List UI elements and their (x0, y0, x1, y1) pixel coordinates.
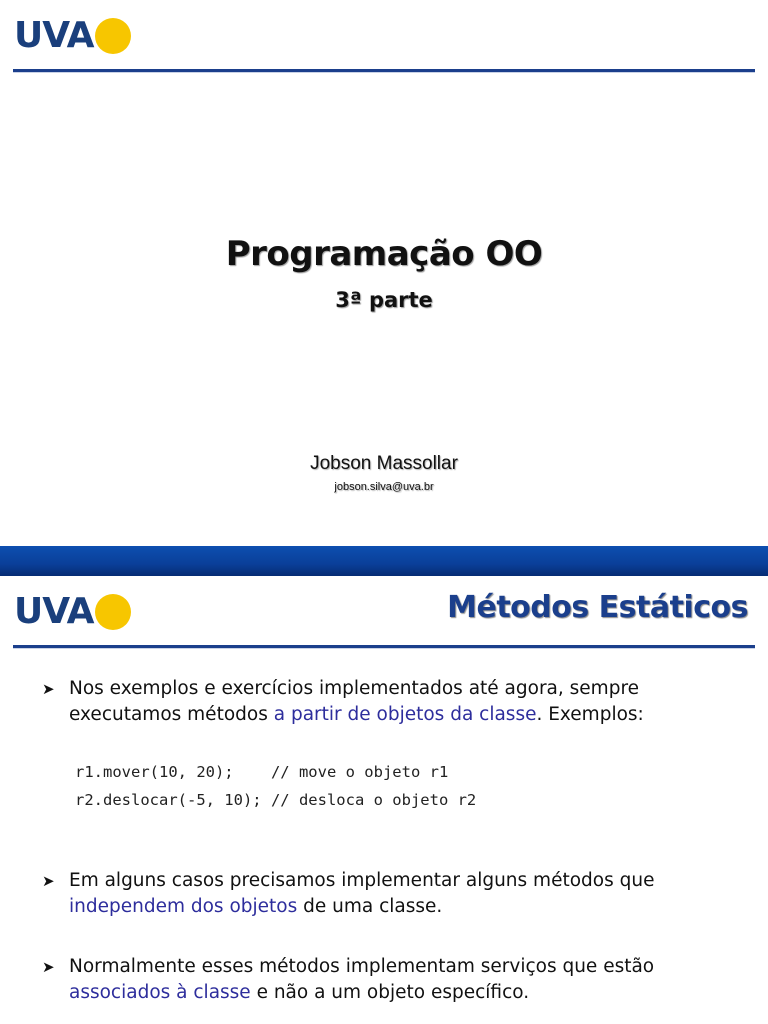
code-example (42, 758, 742, 814)
bullet-text: Nos exemplos e exercícios implementados até agora, sempre executamos métodos (69, 678, 640, 725)
bullet-highlight: a partir de objetos da classe (273, 704, 537, 725)
author-name: Jobson Massollar (310, 453, 458, 474)
slide-body (42, 676, 742, 1006)
presentation-subtitle: 3ª parte (335, 288, 433, 312)
bullet-text: Normalmente esses métodos implementam serviços que estão (69, 956, 655, 977)
code-line: r1.mover(10, 20); // move o objeto r1 (75, 763, 449, 781)
slide-divider (0, 546, 768, 576)
uva-logo (14, 592, 131, 632)
header-rule (13, 69, 755, 72)
logo-dot-icon (95, 594, 131, 630)
arrowhead-bullet-icon: ➤ (42, 958, 55, 976)
bullet-item (42, 954, 742, 1006)
header-rule (13, 645, 755, 648)
bullet-text: . Exemplos: (536, 704, 644, 725)
slide-static-methods (0, 576, 768, 1024)
bullet-text: de uma classe. (297, 896, 443, 917)
bullet-highlight: associados à classe (69, 982, 251, 1003)
author-email: jobson.silva@uva.br (334, 481, 434, 493)
logo-dot-icon (95, 18, 131, 54)
bullet-text: Em alguns casos precisamos implementar alguns métodos que (69, 870, 655, 891)
slide-heading: Métodos Estáticos (447, 590, 748, 625)
arrowhead-bullet-icon: ➤ (42, 680, 55, 698)
bullet-text: e não a um objeto específico. (250, 982, 530, 1003)
logo-text: UVA (14, 591, 94, 632)
uva-logo (14, 16, 131, 56)
logo-text: UVA (14, 15, 94, 56)
bullet-item (42, 676, 742, 728)
presentation-title: Programação OO (225, 234, 543, 274)
bullet-item (42, 868, 742, 920)
bullet-highlight: independem dos objetos (69, 896, 298, 917)
code-line: r2.deslocar(-5, 10); // desloca o objeto r2 (75, 791, 477, 809)
arrowhead-bullet-icon: ➤ (42, 872, 55, 890)
